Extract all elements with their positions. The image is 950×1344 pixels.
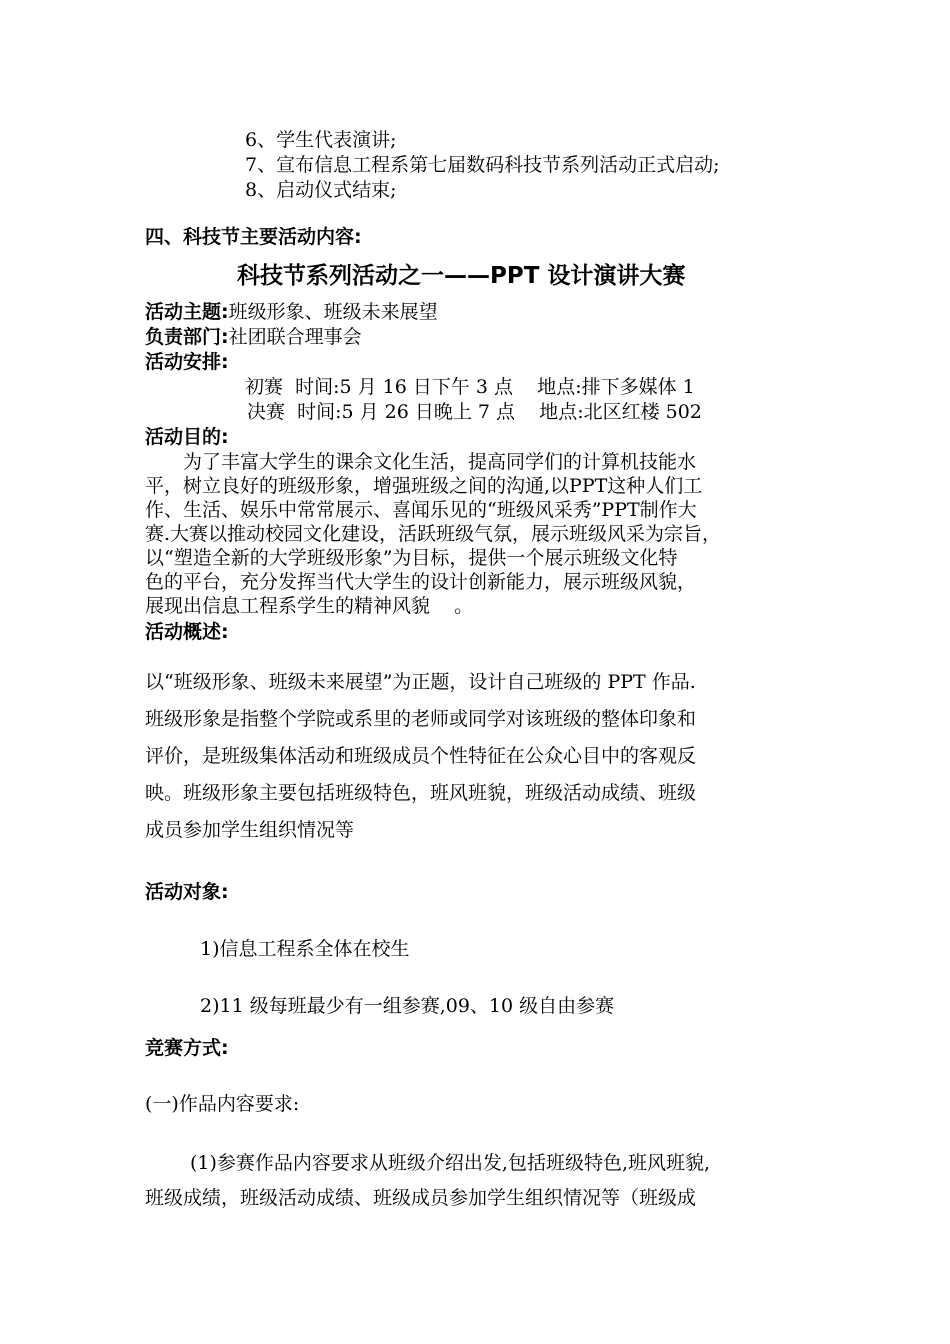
paragraph-line: 作、生活、娱乐中常常展示、喜闻乐见的“班级风采秀”PPT制作大 xyxy=(145,499,697,521)
paragraph-line: 班级成绩，班级活动成绩、班级成员参加学生组织情况等（班级成 xyxy=(145,1187,697,1209)
paragraph-line: 评价，是班级集体活动和班级成员个性特征在公众心目中的客观反 xyxy=(145,745,697,767)
dept-row xyxy=(145,325,362,349)
paragraph-line: (1)参赛作品内容要求从班级介绍出发,包括班级特色,班风班貌, xyxy=(190,1152,711,1174)
theme-label: 活动主题: xyxy=(145,301,229,323)
section-heading: 四、科技节主要活动内容: xyxy=(145,226,362,248)
competition-subheading: (一)作品内容要求: xyxy=(145,1093,300,1115)
target-item: 2)11 级每班最少有一组参赛,09、10 级自由参赛 xyxy=(200,995,615,1017)
list-item: 8、启动仪式结束; xyxy=(245,179,397,201)
purpose-label: 活动目的: xyxy=(145,426,229,448)
paragraph-line: 平，树立良好的班级形象，增强班级之间的沟通,以PPT这种人们工 xyxy=(145,475,703,497)
page-title: 科技节系列活动之一——PPT 设计演讲大赛 xyxy=(237,263,686,289)
arrangement-label: 活动安排: xyxy=(145,351,229,373)
theme-value: 班级形象、班级未来展望 xyxy=(228,301,438,323)
paragraph-line: 映。班级形象主要包括班级特色，班风班貌，班级活动成绩、班级 xyxy=(145,782,697,804)
theme-row xyxy=(145,300,438,324)
dept-value: 社团联合理事会 xyxy=(228,326,362,348)
paragraph-line: 色的平台，充分发挥当代大学生的设计创新能力，展示班级风貌， xyxy=(145,571,697,593)
paragraph-line: 展现出信息工程系学生的精神风貌 。 xyxy=(145,595,474,617)
target-item: 1)信息工程系全体在校生 xyxy=(200,938,410,960)
paragraph-line: 成员参加学生组织情况等 xyxy=(145,819,355,841)
overview-label: 活动概述: xyxy=(145,621,229,643)
final-info: 决赛 时间:5 月 26 日晚上 7 点 地点:北区红楼 502 xyxy=(247,401,702,423)
prelim-info: 初赛 时间:5 月 16 日下午 3 点 地点:排下多媒体 1 xyxy=(245,376,695,398)
paragraph-line: 为了丰富大学生的课余文化生活，提高同学们的计算机技能水 xyxy=(183,451,697,473)
dept-label: 负责部门: xyxy=(145,326,229,348)
paragraph-line: 以“塑造全新的大学班级形象”为目标，提供一个展示班级文化特 xyxy=(145,547,678,569)
paragraph-line: 班级形象是指整个学院或系里的老师或同学对该班级的整体印象和 xyxy=(145,708,697,730)
competition-label: 竞赛方式: xyxy=(145,1037,229,1059)
list-item: 6、学生代表演讲; xyxy=(245,129,397,151)
paragraph-line: 赛.大赛以推动校园文化建设，活跃班级气氛，展示班级风采为宗旨， xyxy=(145,523,722,545)
paragraph-line: 以“班级形象、班级未来展望”为正题，设计自己班级的 PPT 作品. xyxy=(145,671,696,693)
target-label: 活动对象: xyxy=(145,881,229,903)
list-item: 7、宣布信息工程系第七届数码科技节系列活动正式启动; xyxy=(245,154,720,176)
